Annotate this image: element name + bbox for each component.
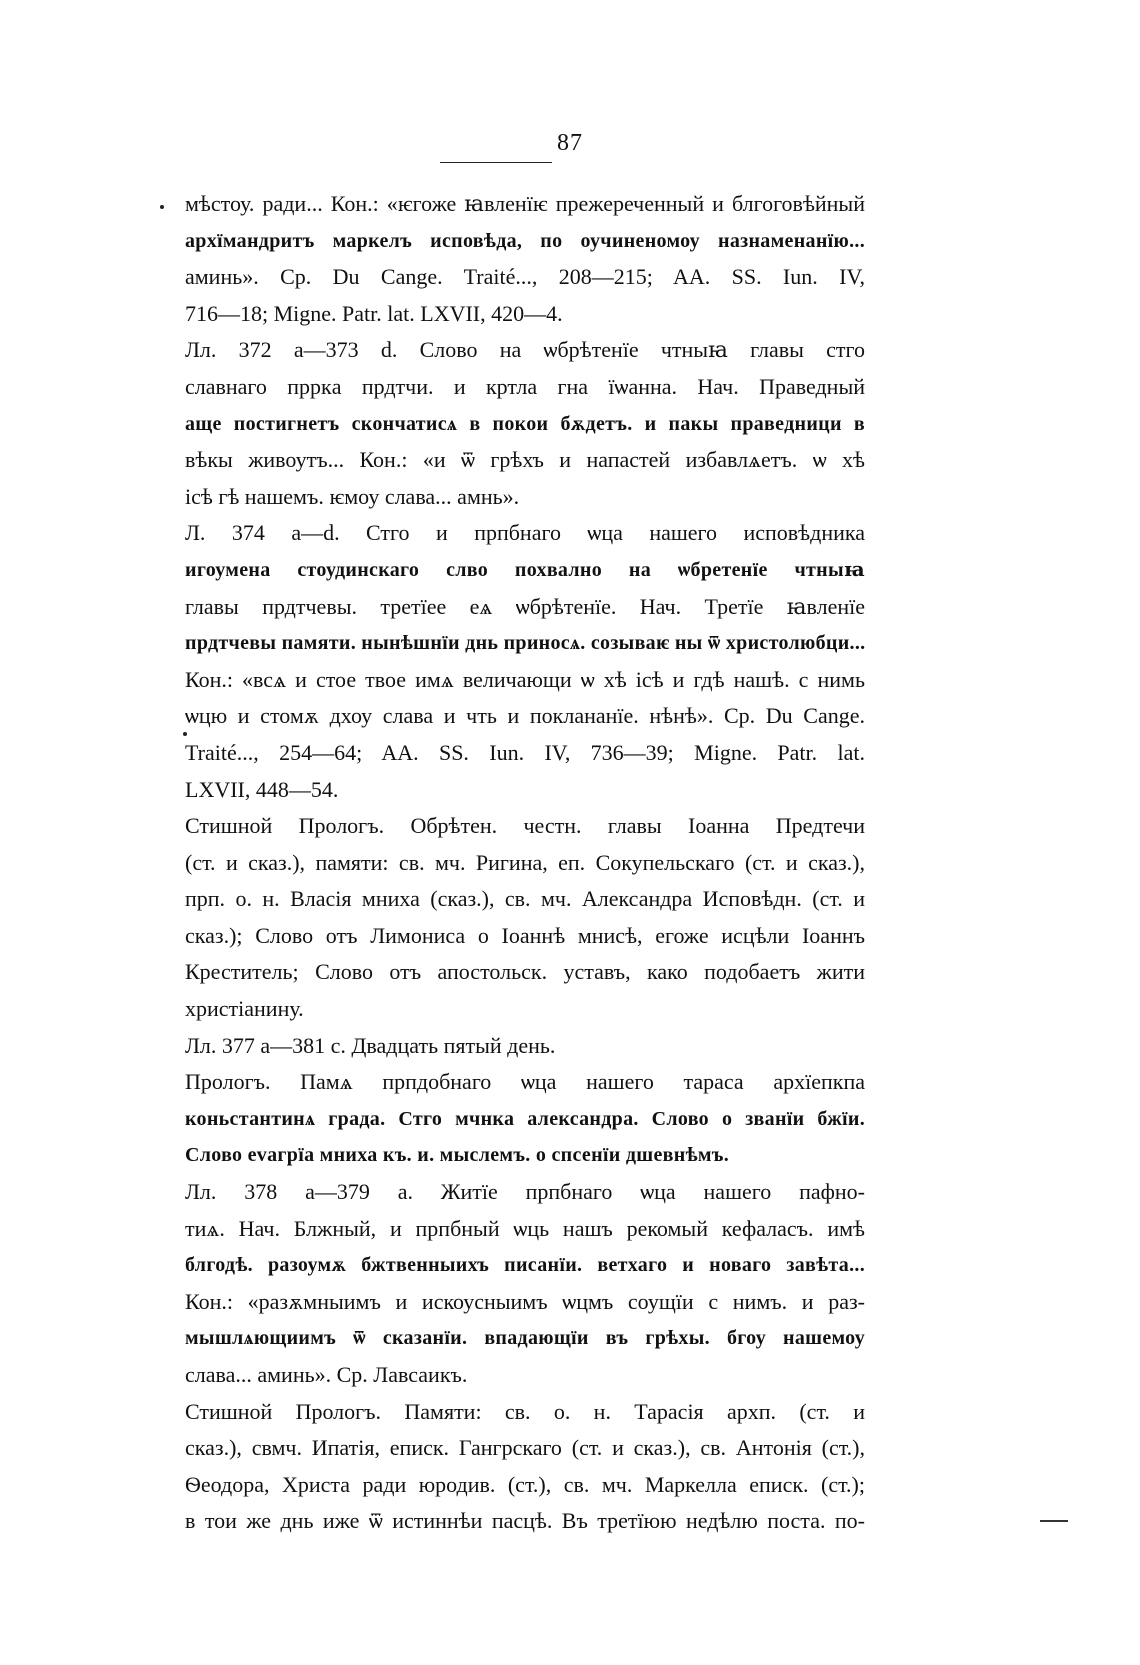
text-line: LXVII, 448—54. bbox=[185, 776, 339, 802]
text-line: славнаго прркa прдтчи. и кртла гна їѡанна. Нач. Праведный bbox=[185, 373, 865, 399]
text-line: Слово еvагрїа мниха къ. и. мыслемъ. о спсенїи дшевнѣмъ. bbox=[185, 1144, 730, 1167]
margin-dot bbox=[160, 205, 164, 209]
text-line: Стишной Прологъ. Памяти: св. о. н. Тарасія архп. (ст. и bbox=[185, 1398, 865, 1424]
text-line: игоумена стоудинскаго слво похвално на ѡбретенїе чтныꙗ bbox=[185, 558, 865, 581]
text-line: ісѣ гѣ нашемъ. ѥмоу слава... амнь». bbox=[185, 483, 520, 509]
text-line: христіанину. bbox=[185, 996, 304, 1022]
text-line: аминь». Ср. Du Cange. Traité..., 208—215; AA. SS. Iun. IV, bbox=[185, 264, 865, 290]
text-line: аще постигнетъ скончатисѧ в покои бѫдетъ. и пакы праведници в bbox=[185, 412, 865, 435]
text-line: архїмандритъ маркелъ исповѣда, по оучиненомоу назнаменанїю... bbox=[185, 229, 865, 252]
text-line: Креститель; Слово отъ апостольск. уставъ, како подобаетъ жити bbox=[185, 959, 865, 985]
text-line: мышлѧющиимъ ѿ сказанїи. впадающїи въ грѣхы. бгоу нашемоу bbox=[185, 1327, 865, 1350]
text-line: главы прдтчевы. третїее еѧ ѡбрѣтенїе. Нач. Третїе ꙗвленїе bbox=[185, 593, 865, 619]
text-line: 716—18; Migne. Patr. lat. LXVII, 420—4. bbox=[185, 300, 563, 326]
text-line: Лл. 378 а—379 а. Житїе прпбнаго ѡца нашего пафно- bbox=[185, 1179, 865, 1205]
text-line: прдтчевы памяти. нынѣшнїи днь приносѧ. созываѥ ны ѿ христолюбци... bbox=[185, 632, 865, 655]
text-line: Лл. 372 а—373 d. Слово на ѡбрѣтенїе чтныꙗ главы стго bbox=[185, 337, 865, 363]
text-line: прп. о. н. Власія мниха (сказ.), св. мч. Александра Исповѣдн. (ст. и bbox=[185, 886, 865, 912]
margin-mark bbox=[1040, 1520, 1068, 1522]
text-line: Лл. 377 а—381 с. Двадцать пятый день. bbox=[185, 1032, 556, 1058]
text-line: Кон.: «всѧ и стое твое имѧ величающи ѡ хѣ ісѣ и гдѣ нашѣ. с нимь bbox=[185, 666, 865, 692]
page-number: 87 bbox=[557, 130, 583, 156]
text-line: коньстантинѧ града. Стго мчнка александра. Слово о званїи бжїи. bbox=[185, 1107, 865, 1130]
page-number-rule bbox=[440, 162, 552, 163]
text-line: Прологъ. Памѧ прпдобнаго ѡца нашего тараса архїепкпа bbox=[185, 1069, 865, 1095]
text-line: Ѳеодора, Христа ради юродив. (ст.), св. мч. Маркелла еписк. (ст.); bbox=[185, 1471, 865, 1497]
text-line: в тои же днь иже ѿ истиннѣи пасцѣ. Въ третїюю недѣлю поста. по- bbox=[185, 1508, 865, 1534]
text-line: вѣкы живоутъ... Кон.: «и ѿ грѣхъ и напастей избавлѧетъ. ѡ хѣ bbox=[185, 447, 865, 473]
text-line: Кон.: «разѫмныимъ и искоусныимъ ѡцмъ соущїи с нимъ. и раз- bbox=[185, 1288, 865, 1314]
text-line: Л. 374 a—d. Стго и прпбнаго ѡца нашего исповѣдника bbox=[185, 520, 865, 546]
body-text bbox=[185, 186, 865, 1540]
text-line: мѣстоу. ради... Кон.: «ѥгоже ꙗвленїѥ прежереченный и блгоговѣйный bbox=[185, 191, 865, 216]
text-line: тиѧ. Нач. Блжный, и прпбный ѡць нашъ рекомый кефаласъ. имѣ bbox=[185, 1215, 865, 1241]
text-line: слава... аминь». Ср. Лавсаикъ. bbox=[185, 1362, 468, 1387]
text-line: Стишной Прологъ. Обрѣтен. честн. главы Іоанна Предтечи bbox=[185, 813, 865, 839]
text-line: Traité..., 254—64; AA. SS. Iun. IV, 736—39; Migne. Patr. lat. bbox=[185, 739, 865, 765]
text-line: (ст. и сказ.), памяти: св. мч. Ригина, еп. Сокупельскаго (ст. и сказ.), bbox=[185, 849, 865, 875]
text-line: ѡцю и стомѫ дхоу слава и чть и поклананїе. нѣнѣ». Ср. Du Cange. bbox=[185, 703, 865, 729]
text-line: сказ.); Слово отъ Лимониса о Іоаннѣ мнисѣ, егоже исцѣли Іоаннъ bbox=[185, 922, 865, 948]
text-line: блгодѣ. разоумѫ бжтвенныихъ писанїи. ветхаго и новаго завѣта... bbox=[185, 1254, 865, 1277]
text-line: сказ.), свмч. Ипатія, еписк. Гангрскаго (ст. и сказ.), св. Антонія (ст.), bbox=[185, 1435, 865, 1461]
